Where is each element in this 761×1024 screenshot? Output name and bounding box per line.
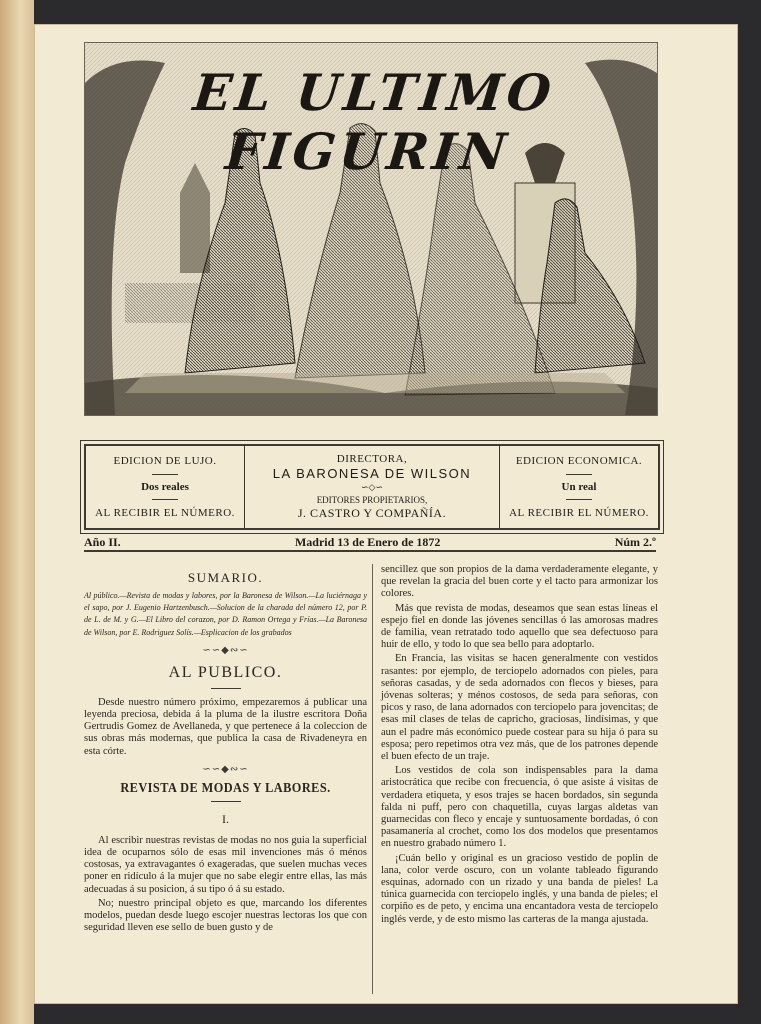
economic-price: Un real — [561, 480, 597, 493]
left-column — [84, 564, 367, 994]
paragraph: Más que revista de modas, deseamos que sean estas líneas el espejo fiel en donde las jóvenes sencillas ó las amorosas madres de familia, vean retratado todo aquello que sea defectuoso para huir de ello, y todo lo que sea bello para adoptarlo. — [381, 602, 658, 651]
place-date: Madrid 13 de Enero de 1872 — [294, 535, 441, 549]
divider — [152, 474, 178, 475]
paragraph: No; nuestro principal objeto es que, marcando los diferentes modelos, puedan desde luego escojer nuestras lectoras los que con seguridad lleven ese sello de buen gusto y de — [84, 897, 367, 934]
al-publico-heading: AL PUBLICO. — [168, 663, 283, 681]
paragraph: Al escribir nuestras revistas de modas no nos guia la superficial idea de ocuparnos sólo de esas mil invenciones más ó ménos costosas, ya extravagantes ó exageradas, que suelen muchas veces poner en ridículo á la mujer que no sabe elegir entre ellas, las más adecuadas á su posicion, á su tipo ó á su estado. — [84, 834, 367, 895]
economic-edition-info — [500, 446, 658, 528]
newspaper-page — [34, 24, 738, 1004]
divider — [211, 801, 241, 802]
paragraph: ¡Cuán bello y original es un gracioso vestido de poplin de lana, color verde oscuro, con un volante tableado figurando esquinas, adornado con un rizado y una banda de pieles! La túnica guarnecida con terciopelo inglés, y una banda de pieles; el corpiño es de peto, y encima una encantadora vesta de terciopelo inglés verde, y de esto mismo las carteras de la manga ajustada. — [381, 852, 658, 925]
deluxe-edition-info — [86, 446, 245, 528]
ornament-divider: ∽∽◆∾∽ — [202, 763, 249, 775]
revista-heading: REVISTA DE MODAS Y LABORES. — [120, 780, 331, 796]
divider — [211, 688, 241, 689]
ornament-divider: ∽∽◆∾∽ — [202, 644, 249, 656]
ornament: ∽◇∽ — [360, 482, 383, 493]
director-role: DIRECTORA, — [336, 452, 408, 465]
al-publico-text: Desde nuestro número próximo, empezaremos á publicar una leyenda preciosa, debida á la pluma de la ilustre escritora Doña Gertrudis Gomez de Avellaneda, y que pertenece á la coleccion de sus obras más modernas, que publica la casa de Rivadeneyra en esta córte. — [84, 696, 367, 757]
masthead-title: EL ULTIMO FIGURIN — [190, 63, 558, 181]
deluxe-note: AL RECIBIR EL NÚMERO. — [95, 506, 235, 519]
economic-edition-label: EDICION ECONOMICA. — [515, 455, 643, 468]
divider — [152, 499, 178, 500]
sumario-text: Al público.—Revista de modas y labores, por la Baronesa de Wilson.—La luciérnaga y el sapo, por J. Eugenio Hartzenbusch.—Solucion de la charada del número 12, por P. de L. de M. y G.—El Libro del corazon, por D. Ramon Ortega y Frías.—La Baronesa de Wilson, por E. Rodriguez Solís.—Esplicacion de los grabados — [84, 591, 367, 637]
deluxe-edition-label: EDICION DE LUJO. — [113, 455, 217, 468]
masthead-illustration — [84, 42, 658, 416]
dateline — [84, 532, 656, 552]
divider — [566, 499, 592, 500]
editors-label: EDITORES PROPIETARIOS, — [316, 494, 428, 505]
director-info — [245, 446, 500, 528]
editors-name: J. CASTRO Y COMPAÑÍA. — [297, 506, 447, 521]
right-column — [372, 564, 658, 994]
issue-number: Núm 2.º — [614, 535, 656, 549]
publication-info-box — [84, 444, 660, 530]
director-name: LA BARONESA DE WILSON — [272, 466, 472, 482]
deluxe-price: Dos reales — [141, 480, 189, 493]
divider — [566, 474, 592, 475]
paragraph: sencillez que son propios de la dama verdaderamente elegante, y que revelan la gracia del buen corte y el tacto para armonizar los colores. — [381, 564, 658, 600]
section-number: I. — [222, 811, 229, 826]
year-label: Año II. — [84, 535, 121, 549]
paragraph: Los vestidos de cola son indispensables para la dama aristocrática que recibe con frecuencia, ó que asiste á visitas de verdadera etiqueta, y esos trajes se hacen bordados, sin segunda falda ni puff, pero con chaquetilla, cuyas largas aldetas van guarnecidas con fleco y encaje y suntuosamente bordadas, ó con pasamanería al crochet, como los dos modelos que presentamos en nuestro grabado número 1. — [381, 765, 658, 850]
sumario-heading: SUMARIO. — [187, 570, 264, 585]
economic-note: AL RECIBIR EL NÚMERO. — [509, 506, 649, 519]
paragraph: En Francia, las visitas se hacen generalmente con vestidos rasantes: por ejemplo, de terciopelo adornados con pieles, para señoras casadas, y de seda adornados con flecos y bieses, para jóvenas solteras; y ménos costosos, de seda para señoras, con picos y raso, de lana adornados con terciopelo para jovencitas; de esas mil clases de telas de capricho, graciosas, lindísimas, y que aun el padre más económico puede costear para su hija ó para su esposa; pero repetimos otra vez más, que de los patrones depende el buen efecto de un traje. — [381, 653, 658, 763]
book-spine — [0, 0, 34, 1024]
